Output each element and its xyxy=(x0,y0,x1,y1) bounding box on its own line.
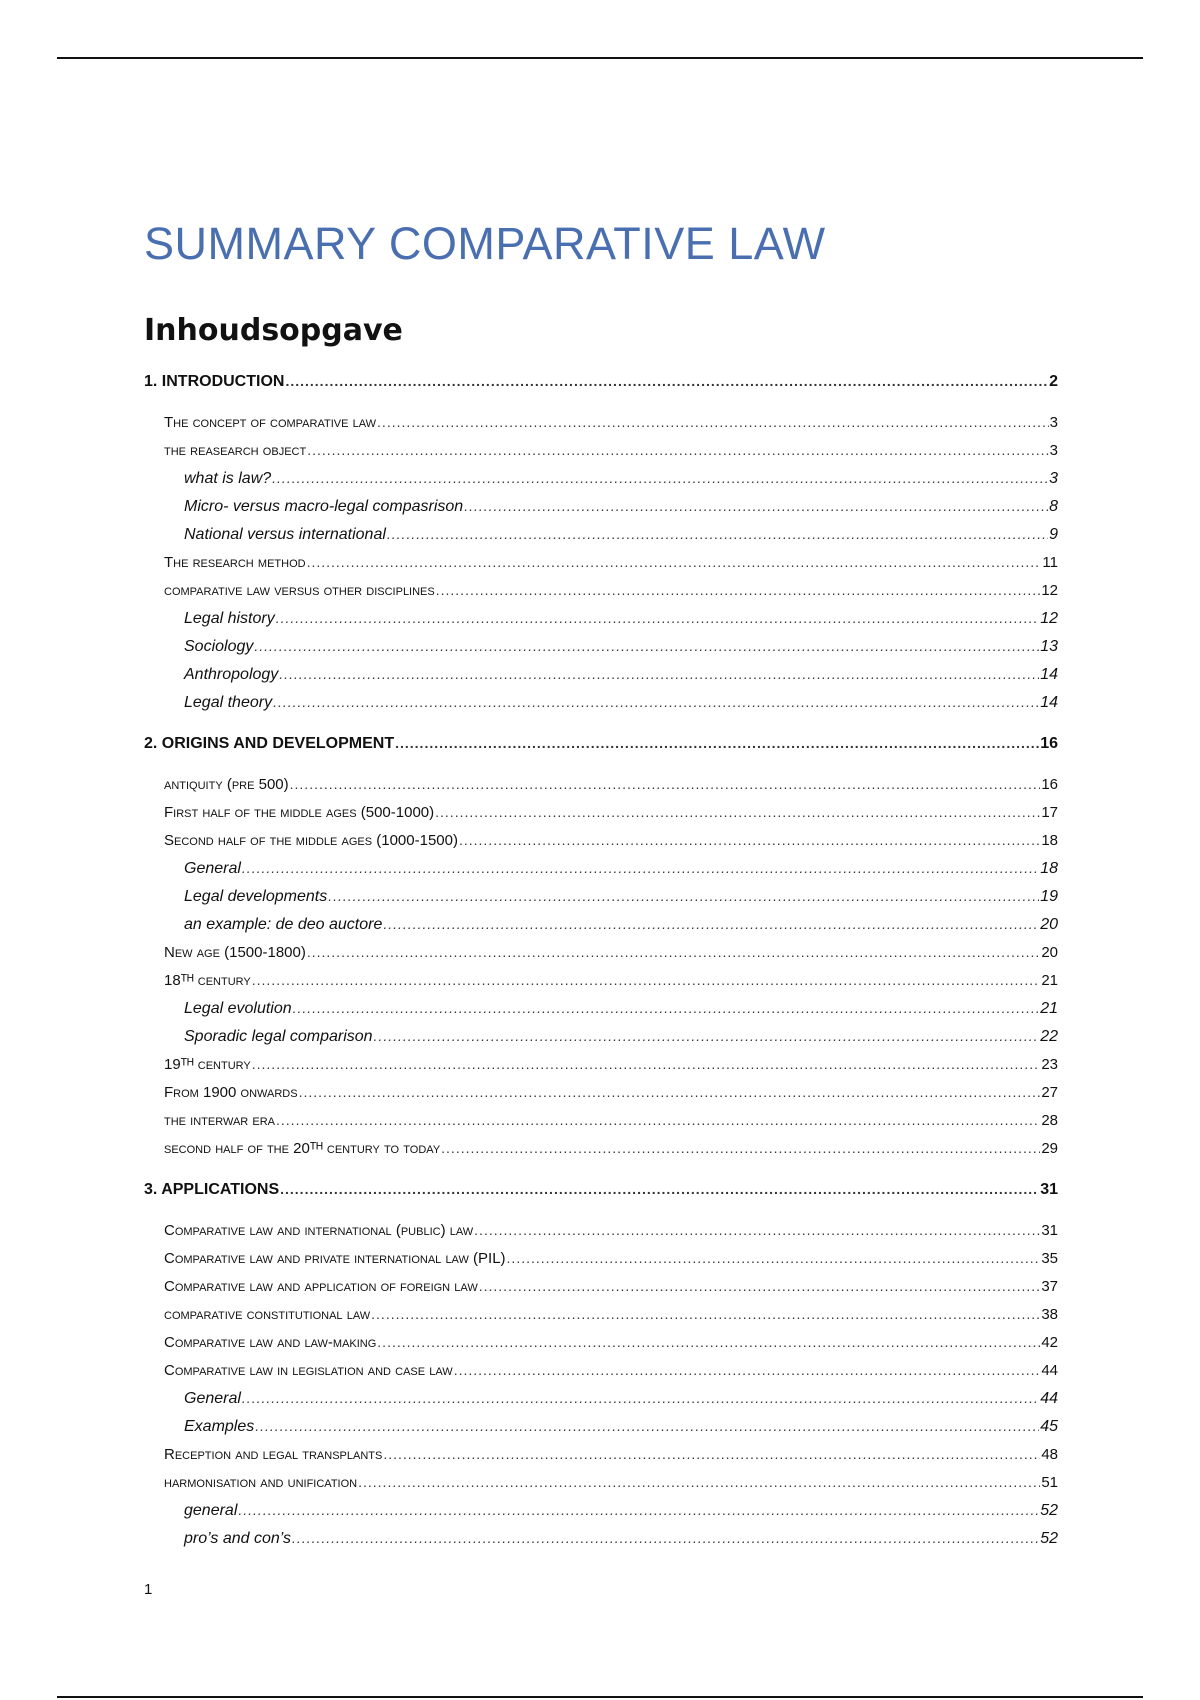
toc-entry-page: 29 xyxy=(1041,1140,1058,1157)
toc-entry-label: Legal theory xyxy=(184,694,273,711)
toc-entry[interactable] xyxy=(144,464,1058,492)
toc-leader-dots xyxy=(358,1468,1040,1496)
toc-entry[interactable] xyxy=(144,436,1058,464)
toc-entry-label: antiquity (pre 500) xyxy=(164,776,289,793)
toc-leader-dots xyxy=(272,464,1048,492)
toc-entry[interactable] xyxy=(144,1244,1058,1272)
toc-leader-dots xyxy=(307,938,1040,966)
toc-entry-label: Legal developments xyxy=(184,888,328,905)
toc-entry-label: Comparative law and private international law (PIL) xyxy=(164,1250,506,1267)
toc-entry-page: 52 xyxy=(1040,1530,1058,1547)
toc-leader-dots xyxy=(383,910,1039,938)
toc-entry[interactable] xyxy=(144,1300,1058,1328)
toc-leader-dots xyxy=(387,520,1048,548)
toc-entry[interactable] xyxy=(144,1440,1058,1468)
toc-entry[interactable] xyxy=(144,548,1058,576)
toc-leader-dots xyxy=(507,1244,1041,1272)
toc-entry-page: 16 xyxy=(1041,776,1058,793)
toc-entry[interactable] xyxy=(144,688,1058,716)
toc-entry-label: New age (1500-1800) xyxy=(164,944,306,961)
toc-entry-label: Second half of the middle ages (1000-1500) xyxy=(164,832,458,849)
toc-leader-dots xyxy=(276,604,1039,632)
header-rule xyxy=(57,57,1143,59)
toc-leader-dots xyxy=(328,882,1039,910)
page-number: 1 xyxy=(144,1581,153,1598)
toc-entry-label: pro’s and con’s xyxy=(184,1530,292,1547)
toc-leader-dots xyxy=(285,368,1048,394)
toc-entry-page: 21 xyxy=(1040,1000,1058,1017)
toc-leader-dots xyxy=(290,770,1041,798)
toc-entry[interactable] xyxy=(144,1496,1058,1524)
toc-heading: Inhoudsopgave xyxy=(144,313,403,348)
toc-entry-page: 3 xyxy=(1049,470,1058,487)
toc-entry[interactable] xyxy=(144,1050,1058,1078)
toc-leader-dots xyxy=(292,1524,1039,1552)
toc-entry-label: Sporadic legal comparison xyxy=(184,1028,373,1045)
toc-entry-page: 37 xyxy=(1041,1278,1058,1295)
toc-entry-label: 3. APPLICATIONS xyxy=(144,1181,280,1198)
toc-entry[interactable] xyxy=(144,660,1058,688)
toc-entry-label: general xyxy=(184,1502,238,1519)
toc-entry[interactable] xyxy=(144,1134,1058,1162)
toc-leader-dots xyxy=(252,1050,1041,1078)
toc-entry-label: First half of the middle ages (500-1000) xyxy=(164,804,435,821)
toc-entry[interactable] xyxy=(144,1106,1058,1134)
toc-entry[interactable] xyxy=(144,1176,1058,1202)
toc-entry-page: 45 xyxy=(1040,1418,1058,1435)
toc-entry-page: 27 xyxy=(1041,1084,1058,1101)
toc-entry-page: 38 xyxy=(1041,1306,1058,1323)
toc-entry-label: harmonisation and unification xyxy=(164,1474,358,1491)
toc-entry[interactable] xyxy=(144,798,1058,826)
toc-entry-label: Legal evolution xyxy=(184,1000,292,1017)
toc-entry[interactable] xyxy=(144,520,1058,548)
toc-entry[interactable] xyxy=(144,632,1058,660)
toc-leader-dots xyxy=(238,1496,1039,1524)
toc-entry-label: Comparative law and application of foreign law xyxy=(164,1278,478,1295)
toc-leader-dots xyxy=(377,408,1049,436)
toc-entry-page: 9 xyxy=(1049,526,1058,543)
toc-entry[interactable] xyxy=(144,1216,1058,1244)
toc-leader-dots xyxy=(436,576,1041,604)
toc-entry-label: The concept of comparative law xyxy=(164,414,377,431)
toc-leader-dots xyxy=(464,492,1048,520)
toc-leader-dots xyxy=(242,1384,1039,1412)
toc-entry[interactable] xyxy=(144,492,1058,520)
toc-entry-page: 3 xyxy=(1049,442,1058,459)
toc-entry-label: 1. INTRODUCTION xyxy=(144,373,285,390)
toc-entry-page: 42 xyxy=(1041,1334,1058,1351)
toc-entry-page: 52 xyxy=(1040,1502,1058,1519)
toc-entry-page: 8 xyxy=(1049,498,1058,515)
toc-entry-label: Comparative law in legislation and case law xyxy=(164,1362,453,1379)
toc-entry-page: 22 xyxy=(1040,1028,1058,1045)
toc-entry[interactable] xyxy=(144,1412,1058,1440)
toc-entry[interactable] xyxy=(144,730,1058,756)
toc-entry-page: 17 xyxy=(1041,804,1058,821)
toc-entry[interactable] xyxy=(144,1022,1058,1050)
toc-entry-page: 14 xyxy=(1040,666,1058,683)
toc-entry-page: 14 xyxy=(1040,694,1058,711)
toc-entry-page: 48 xyxy=(1041,1446,1058,1463)
toc-entry[interactable] xyxy=(144,368,1058,394)
toc-leader-dots xyxy=(254,632,1039,660)
toc-entry-page: 21 xyxy=(1041,972,1058,989)
toc-entry-label: an example: de deo auctore xyxy=(184,916,383,933)
toc-entry[interactable] xyxy=(144,1356,1058,1384)
toc-leader-dots xyxy=(299,1078,1041,1106)
toc-entry-label: Micro- versus macro-legal compasrison xyxy=(184,498,464,515)
toc-leader-dots xyxy=(252,966,1041,994)
toc-leader-dots xyxy=(479,1272,1041,1300)
toc-leader-dots xyxy=(435,798,1040,826)
toc-entry-label: the interwar era xyxy=(164,1112,276,1129)
toc-leader-dots xyxy=(307,548,1042,576)
toc-entry-page: 18 xyxy=(1041,832,1058,849)
table-of-contents xyxy=(144,368,1058,1552)
toc-entry-label: second half of the 20ᵀᴴ century to today xyxy=(164,1140,441,1157)
toc-leader-dots xyxy=(255,1412,1039,1440)
toc-entry[interactable] xyxy=(144,408,1058,436)
toc-entry[interactable] xyxy=(144,882,1058,910)
toc-leader-dots xyxy=(371,1300,1040,1328)
toc-entry[interactable] xyxy=(144,604,1058,632)
toc-entry-label: 2. ORIGINS AND DEVELOPMENT xyxy=(144,735,395,752)
toc-entry-label: Sociology xyxy=(184,638,254,655)
toc-entry[interactable] xyxy=(144,1524,1058,1552)
toc-entry-page: 20 xyxy=(1040,916,1058,933)
toc-entry-label: Reception and legal transplants xyxy=(164,1446,383,1463)
toc-leader-dots xyxy=(276,1106,1040,1134)
toc-entry-page: 44 xyxy=(1041,1362,1058,1379)
toc-entry[interactable] xyxy=(144,1328,1058,1356)
toc-entry-page: 18 xyxy=(1040,860,1058,877)
toc-leader-dots xyxy=(279,660,1039,688)
toc-entry-label: Comparative law and law-making xyxy=(164,1334,377,1351)
toc-leader-dots xyxy=(441,1134,1040,1162)
toc-entry-page: 23 xyxy=(1041,1056,1058,1073)
toc-entry-page: 11 xyxy=(1042,554,1058,571)
toc-leader-dots xyxy=(374,1022,1040,1050)
toc-leader-dots xyxy=(377,1328,1040,1356)
toc-entry-label: comparative law versus other disciplines xyxy=(164,582,435,599)
toc-entry[interactable] xyxy=(144,1078,1058,1106)
toc-entry-page: 2 xyxy=(1049,373,1058,390)
toc-leader-dots xyxy=(280,1176,1039,1202)
toc-entry-page: 28 xyxy=(1041,1112,1058,1129)
toc-leader-dots xyxy=(474,1216,1040,1244)
toc-entry-label: 18ᵀᴴ century xyxy=(164,972,251,989)
toc-entry[interactable] xyxy=(144,994,1058,1022)
toc-leader-dots xyxy=(395,730,1039,756)
toc-entry-label: the reasearch object xyxy=(164,442,307,459)
toc-leader-dots xyxy=(454,1356,1041,1384)
toc-entry-page: 35 xyxy=(1041,1250,1058,1267)
toc-entry-page: 51 xyxy=(1041,1474,1058,1491)
toc-leader-dots xyxy=(459,826,1040,854)
toc-entry-label: Anthropology xyxy=(184,666,279,683)
toc-entry-page: 31 xyxy=(1040,1181,1058,1198)
toc-leader-dots xyxy=(307,436,1048,464)
footer-rule xyxy=(57,1696,1143,1698)
toc-entry-label: General xyxy=(184,860,241,877)
toc-entry-label: From 1900 onwards xyxy=(164,1084,298,1101)
toc-entry-label: The research method xyxy=(164,554,306,571)
toc-entry[interactable] xyxy=(144,576,1058,604)
toc-entry-page: 19 xyxy=(1040,888,1058,905)
toc-entry-label: 19ᵀᴴ century xyxy=(164,1056,251,1073)
toc-entry-label: Examples xyxy=(184,1418,255,1435)
toc-entry-page: 44 xyxy=(1040,1390,1058,1407)
toc-entry-label: comparative constitutional law xyxy=(164,1306,371,1323)
toc-leader-dots xyxy=(242,854,1039,882)
toc-entry[interactable] xyxy=(144,938,1058,966)
toc-entry[interactable] xyxy=(144,1468,1058,1496)
toc-entry-page: 3 xyxy=(1049,414,1058,431)
toc-entry-page: 20 xyxy=(1041,944,1058,961)
toc-leader-dots xyxy=(273,688,1039,716)
toc-entry-page: 12 xyxy=(1041,582,1058,599)
toc-entry[interactable] xyxy=(144,966,1058,994)
toc-leader-dots xyxy=(293,994,1040,1022)
toc-entry-page: 13 xyxy=(1040,638,1058,655)
toc-entry-label: General xyxy=(184,1390,241,1407)
toc-entry[interactable] xyxy=(144,910,1058,938)
document-title: SUMMARY COMPARATIVE LAW xyxy=(144,218,826,269)
toc-entry-page: 16 xyxy=(1040,735,1058,752)
toc-entry-label: Comparative law and international (public) law xyxy=(164,1222,474,1239)
toc-entry-page: 31 xyxy=(1041,1222,1058,1239)
toc-entry-label: National versus international xyxy=(184,526,386,543)
toc-entry[interactable] xyxy=(144,770,1058,798)
toc-entry[interactable] xyxy=(144,826,1058,854)
toc-leader-dots xyxy=(383,1440,1040,1468)
toc-entry[interactable] xyxy=(144,854,1058,882)
toc-entry-page: 12 xyxy=(1040,610,1058,627)
toc-entry-label: what is law? xyxy=(184,470,272,487)
toc-entry-label: Legal history xyxy=(184,610,275,627)
toc-entry[interactable] xyxy=(144,1384,1058,1412)
toc-entry[interactable] xyxy=(144,1272,1058,1300)
